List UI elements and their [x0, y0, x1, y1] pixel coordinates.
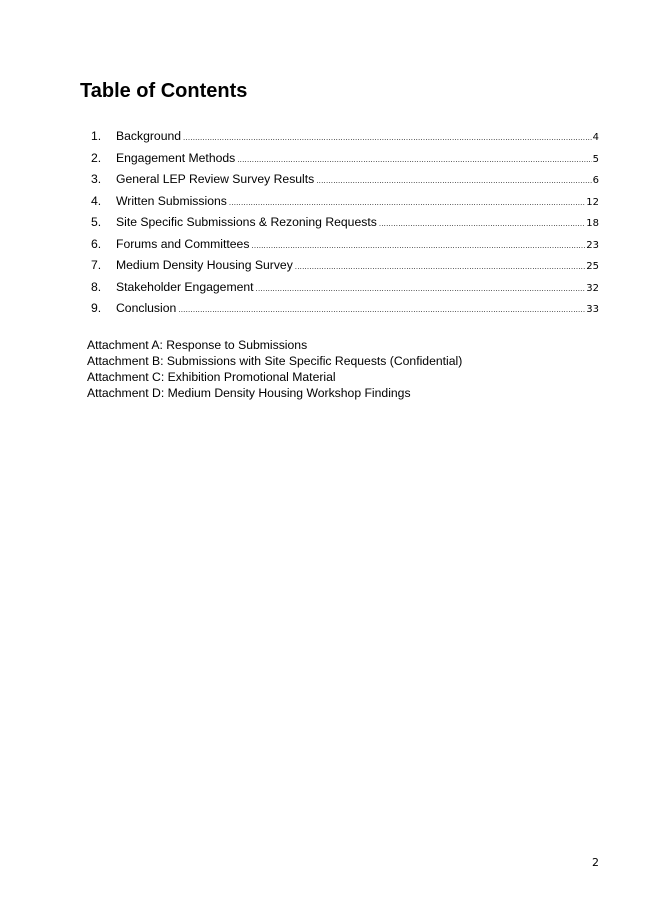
toc-title: Engagement Methods — [116, 150, 236, 165]
toc-page-number: 5 — [592, 153, 599, 165]
attachment-item: Attachment B: Submissions with Site Specific Requests (Confidential) — [87, 354, 463, 368]
toc-title: Written Submissions — [116, 193, 227, 208]
toc-title: Forums and Committees — [116, 236, 250, 251]
toc-page-number: 18 — [586, 218, 599, 229]
toc-entry-survey-results[interactable] — [91, 170, 599, 192]
toc-title: Site Specific Submissions & Rezoning Requests — [116, 215, 377, 229]
toc-entry-written-submissions[interactable] — [91, 192, 599, 214]
toc-number: 2. — [91, 150, 102, 165]
toc-title: Background — [116, 129, 182, 143]
toc-entry-stakeholder[interactable] — [91, 278, 599, 300]
attachment-item: Attachment D: Medium Density Housing Workshop Findings — [87, 386, 411, 400]
toc-number: 1. — [91, 129, 102, 143]
toc-entry-forums[interactable] — [91, 235, 599, 257]
toc-number: 8. — [91, 279, 102, 294]
toc-number: 4. — [91, 193, 102, 208]
dot-leader — [256, 280, 586, 298]
table-of-contents — [91, 127, 599, 321]
toc-number: 5. — [91, 215, 102, 229]
attachments-list — [87, 337, 462, 401]
toc-entry-conclusion[interactable] — [91, 299, 599, 321]
toc-page-number: 23 — [586, 239, 599, 251]
page-title: Table of Contents — [80, 80, 248, 102]
dot-leader — [178, 301, 585, 319]
toc-page-number: 4 — [592, 132, 599, 143]
toc-entry-site-specific[interactable] — [91, 213, 599, 235]
toc-number: 3. — [91, 172, 102, 186]
toc-title: Conclusion — [116, 301, 177, 315]
dot-leader — [379, 215, 585, 233]
dot-leader — [295, 258, 585, 276]
toc-number: 6. — [91, 236, 102, 251]
toc-entry-engagement-methods[interactable] — [91, 149, 599, 171]
page-number: 2 — [592, 856, 599, 869]
toc-title: Stakeholder Engagement — [116, 279, 254, 294]
toc-entry-medium-density[interactable] — [91, 256, 599, 278]
attachment-item: Attachment A: Response to Submissions — [87, 338, 308, 352]
toc-title: General LEP Review Survey Results — [116, 172, 315, 186]
dot-leader — [183, 129, 592, 147]
toc-page-number: 33 — [586, 304, 599, 315]
toc-number: 9. — [91, 301, 102, 315]
toc-entry-background[interactable] — [91, 127, 599, 149]
toc-page-number: 25 — [586, 261, 599, 272]
toc-page-number: 32 — [586, 282, 599, 294]
toc-title: Medium Density Housing Survey — [116, 258, 293, 272]
dot-leader — [251, 237, 585, 255]
dot-leader — [229, 194, 585, 212]
attachment-item: Attachment C: Exhibition Promotional Material — [87, 370, 336, 384]
toc-page-number: 6 — [592, 175, 599, 186]
dot-leader — [237, 151, 591, 169]
toc-number: 7. — [91, 258, 102, 272]
dot-leader — [316, 172, 591, 190]
toc-page-number: 12 — [586, 196, 599, 208]
